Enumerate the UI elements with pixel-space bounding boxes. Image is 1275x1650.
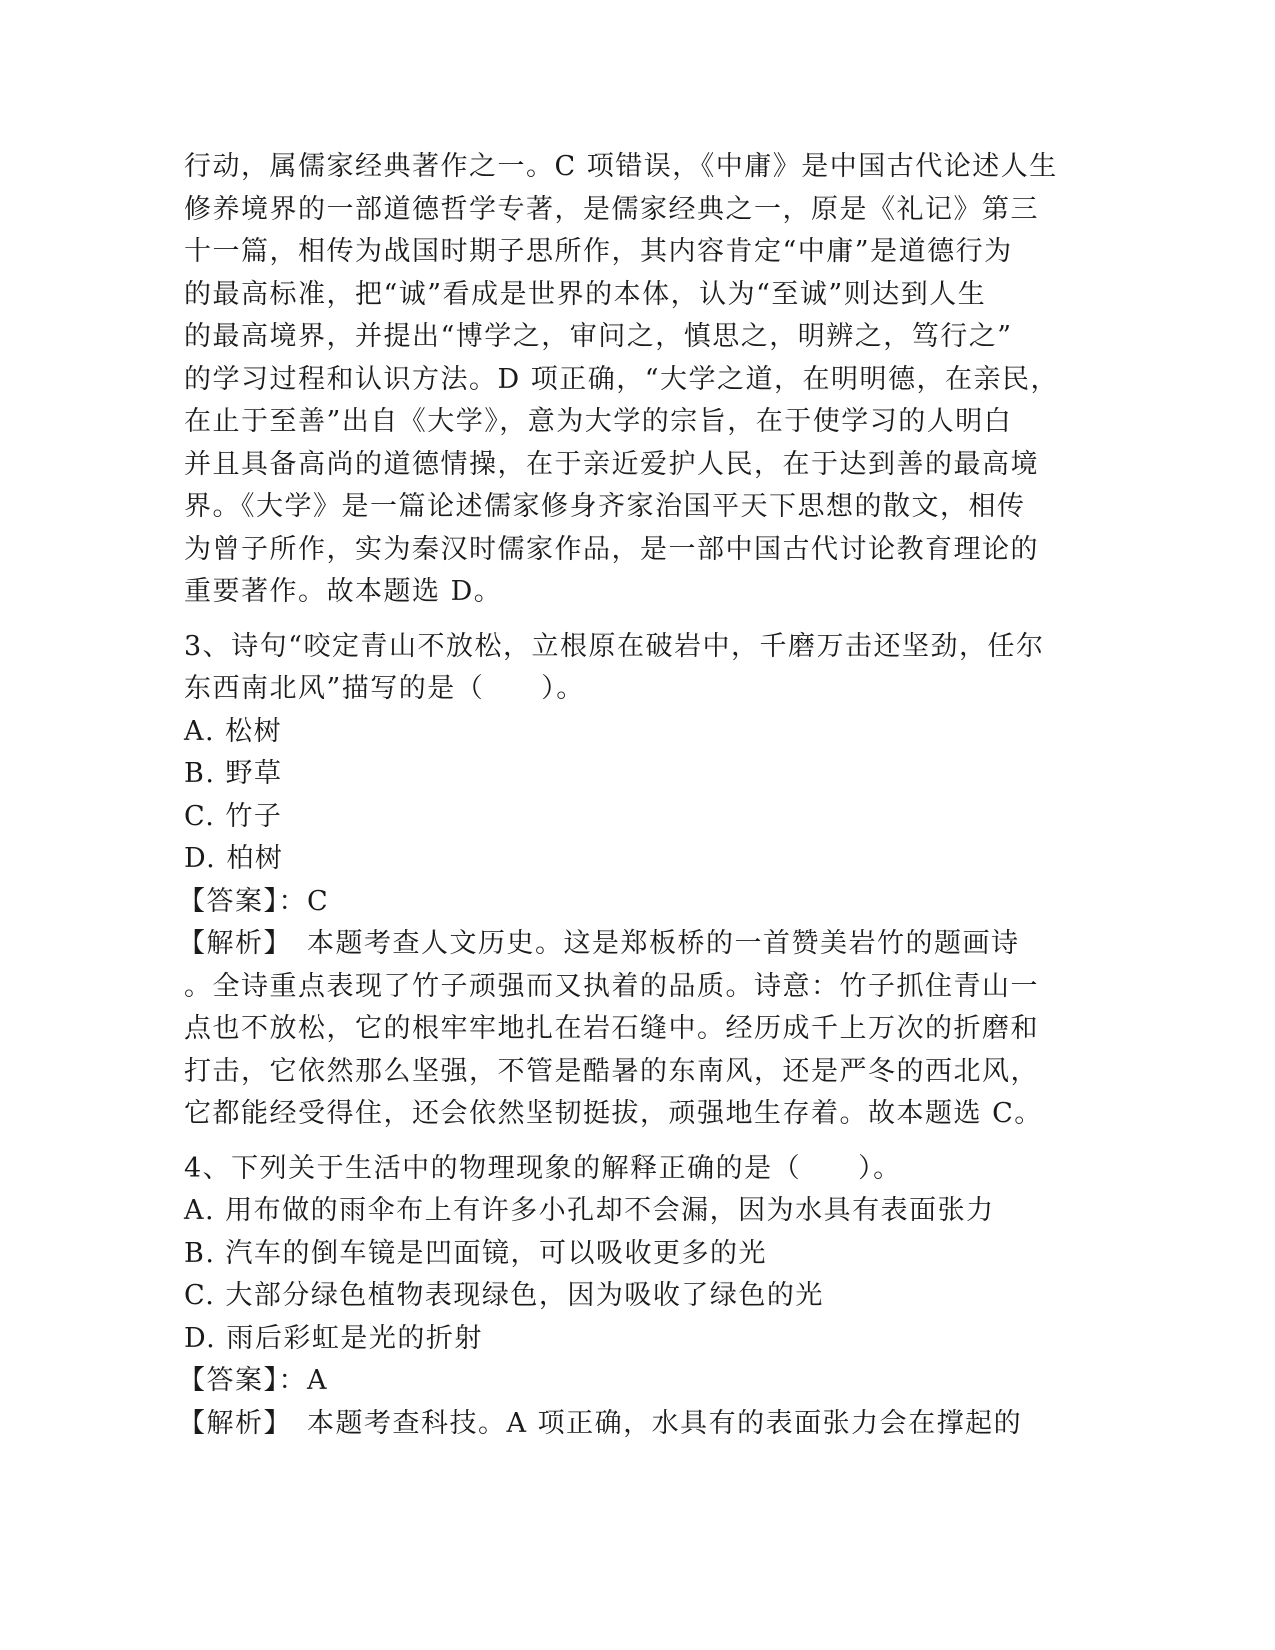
explanation-line: 【解析】 本题考查科技。A 项正确，水具有的表面张力会在撑起的	[178, 1407, 1023, 1439]
explanation-line: 打击，它依然那么坚强，不管是酷暑的东南风，还是严冬的西北风，	[184, 1055, 1039, 1087]
question-4	[178, 1148, 1084, 1446]
text-line: 为曾子所作，实为秦汉时儒家作品，是一部中国古代讨论教育理论的	[184, 533, 1039, 565]
text-line: 的最高标准，把“诚”看成是世界的本体，认为“至诚”则达到人生	[184, 278, 987, 310]
text-line: 界。《大学》是一篇论述儒家修身齐家治国平天下思想的散文，相传	[184, 491, 1026, 522]
question-3	[178, 626, 1084, 1136]
text-line: 的学习过程和认识方法。D 项正确，“大学之道，在明明德，在亲民，	[184, 363, 1060, 395]
text-line: 在止于至善”出自《大学》，意为大学的宗旨，在于使学习的人明白	[184, 406, 1013, 437]
option-c: C. 竹子	[184, 800, 283, 832]
option-a: A. 松树	[184, 715, 283, 747]
spacer	[184, 1136, 1084, 1148]
spacer	[184, 614, 1084, 626]
option-a: A. 用布做的雨伞布上有许多小孔却不会漏，因为水具有表面张力	[184, 1195, 995, 1226]
explanation-line: 【解析】 本题考查人文历史。这是郑板桥的一首赞美岩竹的题画诗	[178, 928, 1020, 959]
text-line: 的最高境界，并提出“博学之，审问之，慎思之，明辨之，笃行之”	[184, 321, 1013, 352]
option-c: C. 大部分绿色植物表现绿色，因为吸收了绿色的光	[184, 1280, 824, 1311]
explanation-line: 。全诗重点表现了竹子顽强而又执着的品质。诗意：竹子抓住青山一	[184, 970, 1039, 1002]
explanation-line: 它都能经受得住，还会依然坚韧挺拔，顽强地生存着。故本题选 C。	[184, 1098, 1043, 1129]
text-line: 十一篇，相传为战国时期子思所作，其内容肯定“中庸”是道德行为	[184, 236, 1013, 267]
option-b: B. 汽车的倒车镜是凹面镜，可以吸收更多的光	[184, 1237, 768, 1269]
question-stem: 东西南北风”描写的是（ ）。	[184, 673, 585, 704]
question-stem: 3、诗句“咬定青山不放松，立根原在破岩中，千磨万击还坚劲，任尔	[184, 630, 1045, 662]
text-line: 修养境界的一部道德哲学专著，是儒家经典之一，原是《礼记》第三	[184, 193, 1039, 225]
explanation-line: 点也不放松，它的根牢牢地扎在岩石缝中。经历成千上万次的折磨和	[184, 1013, 1039, 1044]
option-d: D. 柏树	[184, 843, 284, 874]
previous-explanation	[184, 146, 1084, 614]
answer-label: 【答案】：A	[178, 1365, 328, 1396]
text-line: 行动，属儒家经典著作之一。C 项错误，《中庸》是中国古代论述人生	[184, 151, 1058, 182]
text-line: 并且具备高尚的道德情操，在于亲近爱护人民，在于达到善的最高境	[184, 448, 1039, 480]
option-b: B. 野草	[184, 758, 283, 789]
option-d: D. 雨后彩虹是光的折射	[184, 1322, 483, 1354]
answer-label: 【答案】：C	[178, 885, 330, 917]
text-line: 重要著作。故本题选 D。	[184, 576, 503, 607]
question-stem: 4、下列关于生活中的物理现象的解释正确的是（ ）。	[184, 1152, 902, 1184]
document-page	[178, 146, 1084, 1445]
